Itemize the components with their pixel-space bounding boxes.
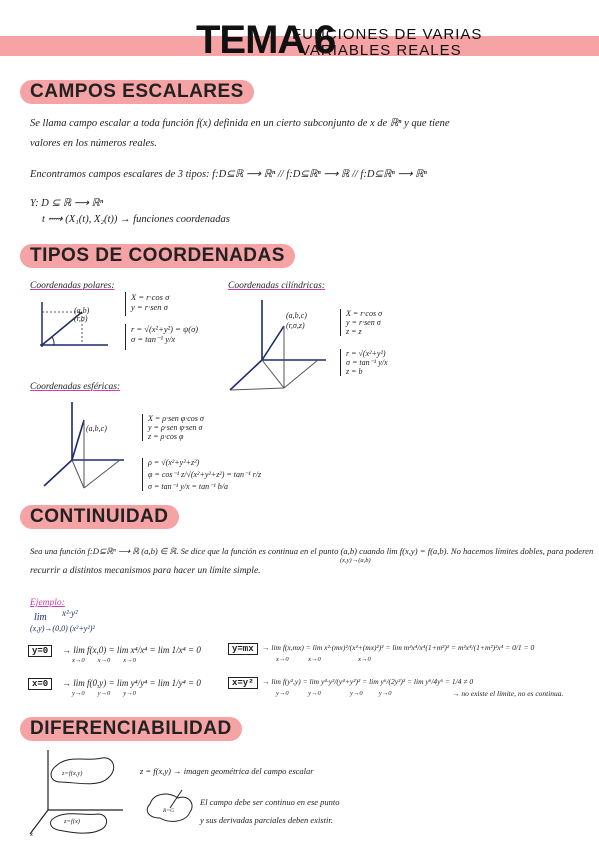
case4-note: → no existe el límite, no es continua. <box>452 689 564 698</box>
case3-sub: x→0 x→0 x→0 <box>276 656 371 663</box>
dif-label-x: x <box>30 831 33 838</box>
cilindricas-brace-2 <box>340 349 388 376</box>
page-title: TEMA 6 <box>196 18 336 62</box>
esfericas-eq4: ρ = √(x²+y²+z²) <box>148 458 200 467</box>
case2-box: x=0 <box>28 678 52 690</box>
cilindricas-point2: (r,σ,z) <box>286 321 305 330</box>
case4-sub: y→0 y→0 y→0 y→0 <box>276 690 392 697</box>
cilindricas-point1: (a,b,c) <box>286 311 307 320</box>
campos-text-line1: Se llama campo escalar a toda función f(x) definida en un cierto subconjunto de x de ℝⁿ y que tiene <box>30 118 450 129</box>
cilindricas-eq4: r = √(x²+y²) <box>346 349 386 358</box>
case1-sub: x→0 x→0 x→0 <box>72 657 136 664</box>
polares-eq3: r = √(x²+y²) = ψ(σ) <box>131 324 199 334</box>
campos-text-line5: t ⟿ (X₁(t), X₂(t)) → funciones coordenadas <box>42 214 230 225</box>
continuidad-text-line1: Sea una función f:D⊆ℝⁿ ⟶ ℝ (a,b) ∈ ℝ. Se dice que la función es continua en el punto (a,b) cuando lim f(x,y) = f(a,b). No hacemos límites dobles, para poderen <box>30 546 594 556</box>
cilindricas-eq2: y = r·sen σ <box>346 318 381 327</box>
esfericas-brace-1 <box>142 414 204 441</box>
continuidad-lim-subscript: (x,y)→(a,b) <box>340 557 371 564</box>
diferenciabilidad-surface-diagram <box>28 748 128 840</box>
dif-note3: y sus derivadas parciales deben existir. <box>200 815 333 825</box>
continuidad-text-line2: recurrir a distintos mecanismos para hacer un límite simple. <box>30 566 261 576</box>
campos-text-line2: valores en los números reales. <box>30 138 157 149</box>
polares-point2: (r,σ) <box>74 314 88 323</box>
dif-label-region: R=G <box>163 808 175 814</box>
case4-box: x=y² <box>228 677 258 689</box>
ejemplo-numerator: x²·y² <box>62 608 78 618</box>
section-heading-campos: CAMPOS ESCALARES <box>20 80 254 104</box>
esfericas-label: Coordenadas esféricas: <box>30 382 121 392</box>
cilindricas-eq5: σ = tan⁻¹ y/x <box>346 358 388 367</box>
dif-note2: El campo debe ser continuo en ese punto <box>200 797 340 807</box>
polares-diagram <box>30 300 110 350</box>
dif-note1: z = f(x,y) → imagen geométrica del campo escalar <box>140 766 314 776</box>
section-heading-continuidad: CONTINUIDAD <box>20 505 179 529</box>
esfericas-diagram <box>42 400 127 495</box>
esfericas-eq5: φ = cos⁻¹ z/√(x²+y²+z²) = tan⁻¹ r/z <box>148 470 262 479</box>
case4-expr: → lim f(y²,y) = lim y⁴·y²/(y⁴+y²)² = lim y⁶/(2y²)² = lim y⁶/4y⁶ = 1/4 ≠ 0 <box>262 677 474 686</box>
case3-expr: → lim f(x,mx) = lim x²·(mx)²/(x²+(mx)²)² = lim m²x⁴/x⁴(1+m²)² = m²x⁴/(1+m²)²x⁴ = 0/1 = 0 <box>262 643 535 652</box>
esfericas-eq1: X = ρ·sen φ·cos σ <box>148 414 204 423</box>
esfericas-eq6: σ = tan⁻¹ y/x = tan⁻¹ b/a <box>148 482 228 491</box>
page-subtitle-line2: VARIABLES REALES <box>300 42 462 59</box>
case1-box: y=0 <box>28 645 52 657</box>
case2-sub: y→0 y→0 y→0 <box>72 690 136 697</box>
polares-label: Coordenadas polares: <box>30 281 115 291</box>
polares-brace-2 <box>125 324 198 350</box>
cilindricas-brace-1 <box>340 309 382 336</box>
section-heading-diferenciabilidad: DIFERENCIABILIDAD <box>20 717 242 741</box>
campos-text-line3: Encontramos campos escalares de 3 tipos: f:D⊆ℝ ⟶ ℝⁿ // f:D⊆ℝⁿ ⟶ ℝ // f:D⊆ℝⁿ ⟶ ℝⁿ <box>30 169 427 180</box>
dif-label-base: z=f(x) <box>64 818 80 825</box>
esfericas-eq2: y = ρ·sen φ·sen σ <box>148 423 203 432</box>
cilindricas-eq6: z = b <box>346 367 363 376</box>
esfericas-eq3: z = ρ·cos φ <box>148 432 184 441</box>
campos-text-line4: Y: D ⊆ ℝ ⟶ ℝⁿ <box>30 198 104 209</box>
polares-eq1: X = r·cos σ <box>131 292 170 302</box>
cilindricas-label: Coordenadas cilíndricas: <box>228 281 326 291</box>
polares-eq2: y = r·sen σ <box>131 302 168 312</box>
ejemplo-label: Ejemplo: <box>30 598 65 608</box>
esfericas-point1: (a,b,c) <box>86 424 107 433</box>
case1-expr: → lim f(x,0) = lim x⁴/x⁴ = lim 1/x⁴ = 0 <box>62 645 201 655</box>
case2-expr: → lim f(0,y) = lim y⁴/y⁴ = lim 1/y⁴ = 0 <box>62 678 201 688</box>
polares-brace-1 <box>125 292 169 316</box>
cilindricas-eq3: z = z <box>346 327 362 336</box>
case3-box: y=mx <box>228 643 258 655</box>
cilindricas-diagram <box>226 298 336 393</box>
cilindricas-eq1: X = r·cos σ <box>346 309 383 318</box>
page-subtitle-line1: FUNCIONES DE VARIAS <box>292 26 483 43</box>
polares-eq4: σ = tan⁻¹ y/x <box>131 334 176 344</box>
dif-label-surface: z=f(x,y) <box>62 770 83 777</box>
polares-point1: (a,b) <box>74 306 90 315</box>
ejemplo-denominator: (x,y)→(0,0) (x²+y²)² <box>30 624 95 633</box>
section-heading-tipos: TIPOS DE COORDENADAS <box>20 244 295 268</box>
ejemplo-lim: lim <box>34 612 47 623</box>
esfericas-brace-2 <box>142 458 261 491</box>
